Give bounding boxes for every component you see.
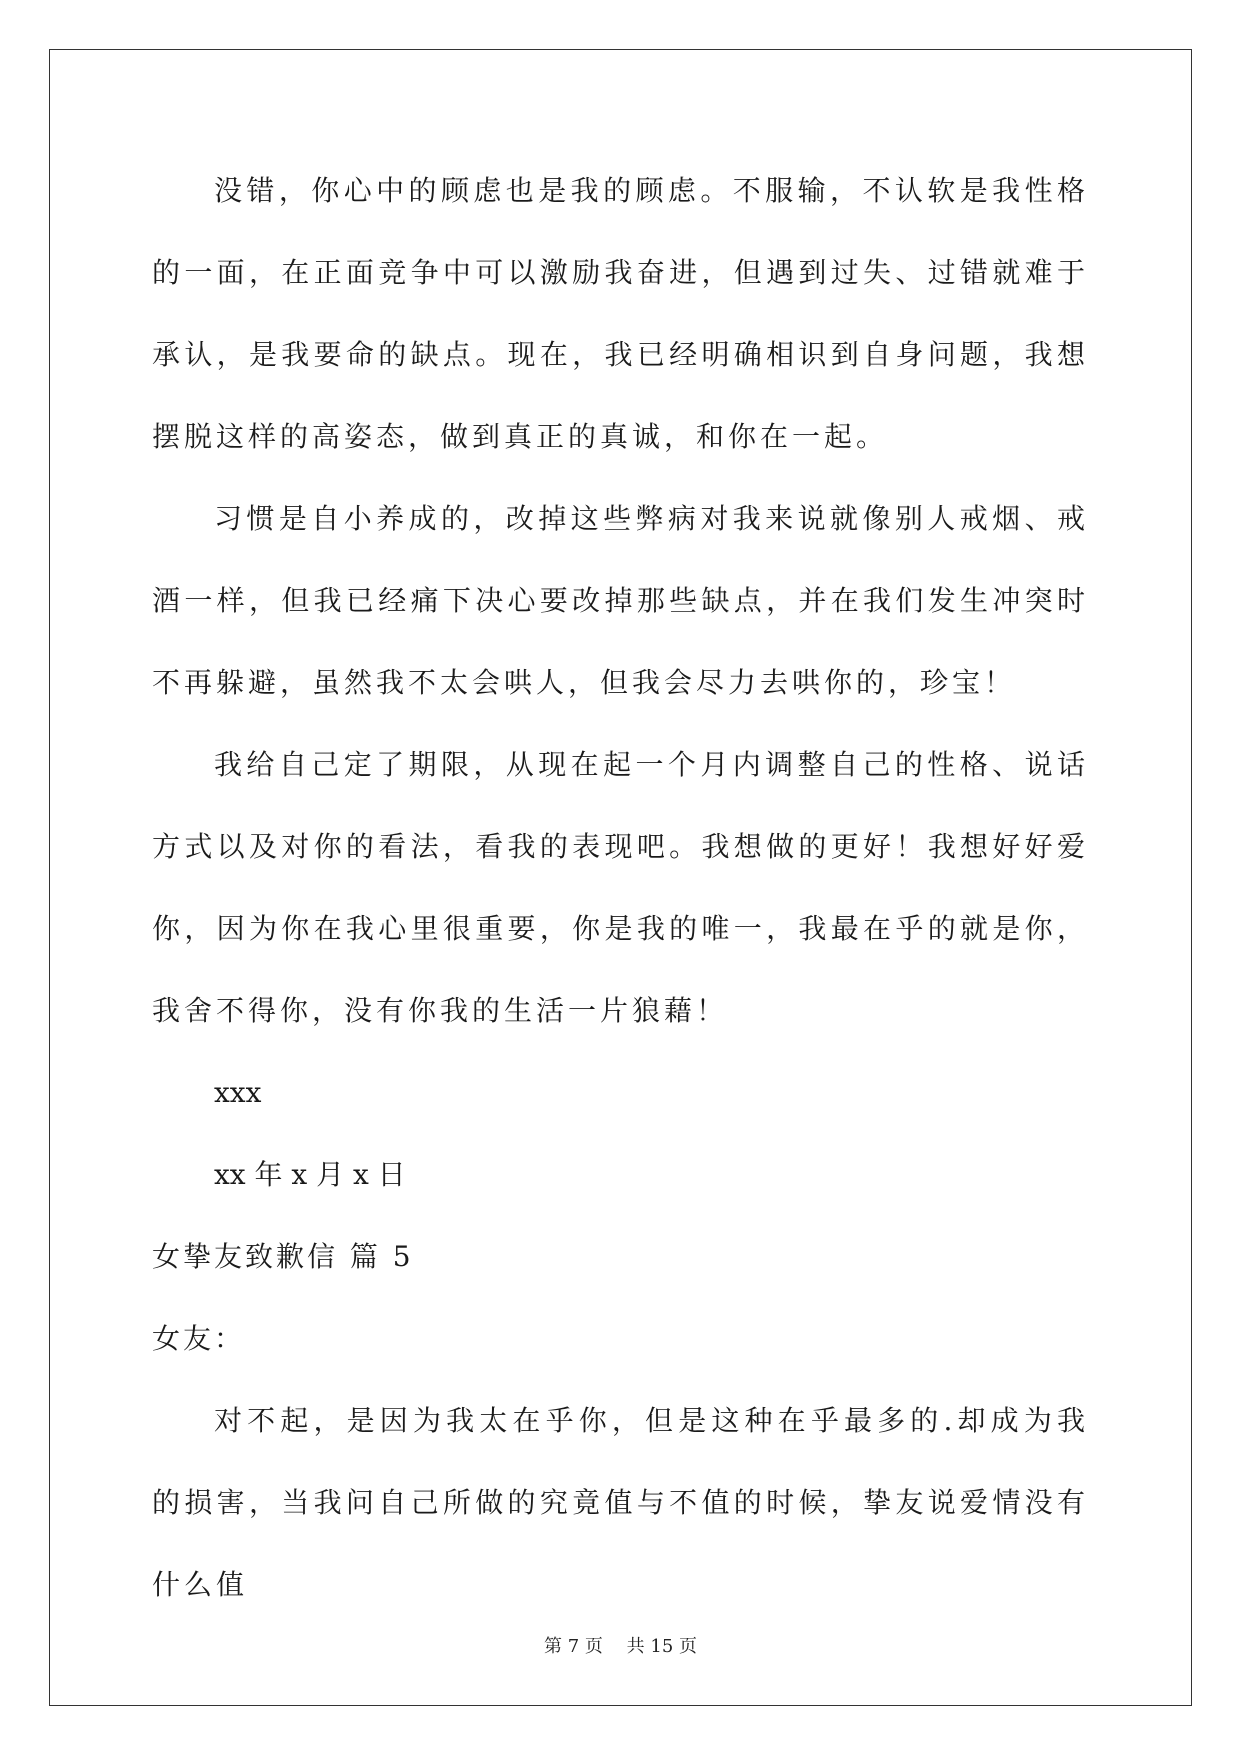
page-footer — [0, 1632, 1241, 1658]
paragraph-1: 没错，你心中的顾虑也是我的顾虑。不服输，不认软是我性格的一面，在正面竞争中可以激励我奋进，但遇到过失、过错就难于承认，是我要命的缺点。现在，我已经明确相识到自身问题，我想摆脱这样的高姿态，做到真正的真诚，和你在一起。 — [152, 174, 1089, 453]
section-heading: 女挚友致歉信 篇 5 — [152, 1240, 414, 1273]
page-number-total: 共 15 页 — [626, 1636, 697, 1657]
salutation: 女友： — [152, 1322, 246, 1355]
paragraph-3: 我给自己定了期限，从现在起一个月内调整自己的性格、说话方式以及对你的看法，看我的表现吧。我想做的更好！我想好好爱你，因为你在我心里很重要，你是我的唯一，我最在乎的就是你，我舍不得你，没有你我的生活一片狼藉！ — [152, 748, 1089, 1027]
page-number-current: 第 7 页 — [544, 1636, 603, 1657]
paragraph-2: 习惯是自小养成的，改掉这些弊病对我来说就像别人戒烟、戒酒一样，但我已经痛下决心要改掉那些缺点，并在我们发生冲突时不再躲避，虽然我不太会哄人，但我会尽力去哄你的，珍宝！ — [152, 502, 1089, 699]
document-body — [152, 150, 1089, 1626]
signature-name: xxx — [214, 1076, 262, 1109]
paragraph-4: 对不起，是因为我太在乎你，但是这种在乎最多的.却成为我的损害，当我问自己所做的究竟值与不值的时候，挚友说爱情没有什么值 — [152, 1404, 1089, 1601]
signature-date: xx 年 x 月 x 日 — [214, 1158, 406, 1191]
